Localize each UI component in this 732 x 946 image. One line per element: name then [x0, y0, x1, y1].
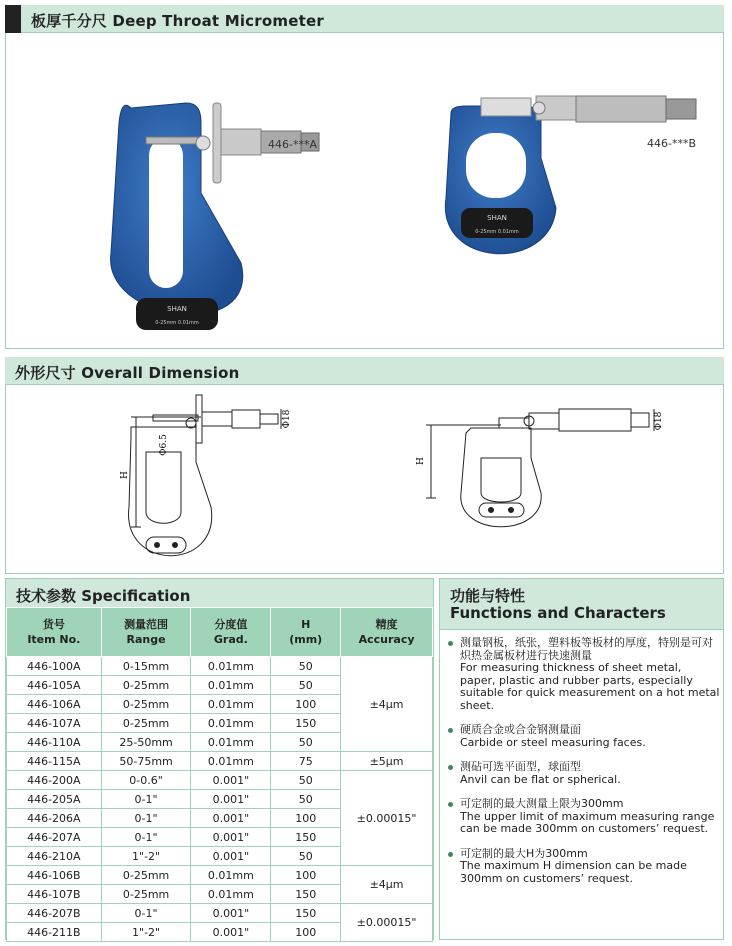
col-h: H (mm)	[271, 608, 341, 657]
cell-item: 446-107B	[7, 885, 102, 904]
cell-grad: 0.01mm	[191, 752, 271, 771]
dim-a-h: H	[120, 471, 130, 479]
cell-item: 446-106A	[7, 695, 102, 714]
table-row	[7, 866, 433, 885]
cell-item: 446-100A	[7, 657, 102, 676]
cell-h: 50	[271, 771, 341, 790]
cell-h: 100	[271, 695, 341, 714]
cell-h: 150	[271, 828, 341, 847]
cell-range: 0-25mm	[101, 695, 191, 714]
cell-item: 446-105A	[7, 676, 102, 695]
header-marker	[5, 5, 21, 33]
model-b-label: 446-***B	[647, 137, 697, 150]
features-panel	[439, 578, 724, 940]
table-row	[7, 904, 433, 923]
cell-h: 50	[271, 676, 341, 695]
cell-range: 25-50mm	[101, 733, 191, 752]
features-list	[448, 637, 720, 897]
cell-grad: 0.001"	[191, 828, 271, 847]
cell-range: 0-15mm	[101, 657, 191, 676]
cell-grad: 0.001"	[191, 847, 271, 866]
cell-item: 446-106B	[7, 866, 102, 885]
cell-grad: 0.01mm	[191, 733, 271, 752]
cell-grad: 0.001"	[191, 904, 271, 923]
photo-panel	[5, 33, 724, 349]
cell-range: 0-25mm	[101, 885, 191, 904]
cell-accuracy: ±4μm	[341, 657, 433, 752]
svg-text:0-25mm 0.01mm: 0-25mm 0.01mm	[475, 229, 519, 235]
cell-item: 446-115A	[7, 752, 102, 771]
bullet-icon	[448, 802, 453, 807]
cell-range: 0-25mm	[101, 866, 191, 885]
svg-text:SHAN: SHAN	[487, 214, 507, 222]
cell-grad: 0.01mm	[191, 866, 271, 885]
dimension-drawing-a	[91, 387, 391, 572]
features-title-en: Functions and Characters	[450, 604, 666, 622]
feature-item: 硬质合金或合金钢测量面 Carbide or steel measuring faces.	[448, 724, 720, 749]
cell-range: 0-25mm	[101, 676, 191, 695]
cell-grad: 0.001"	[191, 771, 271, 790]
bullet-icon	[448, 852, 453, 857]
dim-a-d1: Φ6.5	[159, 434, 169, 456]
cell-h: 50	[271, 733, 341, 752]
page-title: 板厚千分尺 Deep Throat Micrometer	[31, 12, 324, 30]
cell-range: 1"-2"	[101, 847, 191, 866]
cell-accuracy: ±5μm	[341, 752, 433, 771]
cell-item: 446-107A	[7, 714, 102, 733]
cell-h: 50	[271, 657, 341, 676]
table-row	[7, 752, 433, 771]
cell-item: 446-206A	[7, 809, 102, 828]
col-range: 测量范围 Range	[101, 608, 191, 657]
cell-accuracy: ±0.00015"	[341, 771, 433, 866]
cell-grad: 0.01mm	[191, 885, 271, 904]
spec-title: 技术参数 Specification	[16, 587, 191, 605]
cell-range: 0-25mm	[101, 714, 191, 733]
feature-item: 测量钢板，纸张，塑料板等板材的厚度，特别是可对炽热金属板材进行快速测量 For measuring thickness of sheet metal, paper, plastic and rubber parts, especially suitable for quick measurement on a hot metal sheet.	[448, 637, 720, 712]
col-item: 货号 Item No.	[7, 608, 102, 657]
cell-item: 446-110A	[7, 733, 102, 752]
svg-text:0-25mm 0.01mm: 0-25mm 0.01mm	[155, 320, 199, 326]
cell-h: 100	[271, 809, 341, 828]
cell-grad: 0.001"	[191, 923, 271, 942]
cell-h: 75	[271, 752, 341, 771]
cell-range: 0-0.6"	[101, 771, 191, 790]
feature-item: 测砧可选平面型，球面型 Anvil can be flat or spherical.	[448, 761, 720, 786]
cell-range: 0-1"	[101, 790, 191, 809]
cell-h: 100	[271, 923, 341, 942]
micrometer-a-photo	[91, 63, 351, 363]
cell-h: 100	[271, 866, 341, 885]
cell-h: 150	[271, 904, 341, 923]
feature-item: 可定制的最大H为300mm The maximum H dimension can be made 300mm on customers’ request.	[448, 848, 720, 886]
dim-a-d2: Φ18	[282, 409, 292, 429]
dim-b-d2: Φ18	[654, 411, 664, 431]
spec-panel	[5, 578, 434, 940]
header-bar	[5, 5, 724, 33]
cell-item: 446-211B	[7, 923, 102, 942]
cell-grad: 0.01mm	[191, 695, 271, 714]
spec-table	[6, 607, 433, 942]
cell-grad: 0.01mm	[191, 714, 271, 733]
cell-accuracy: ±0.00015"	[341, 904, 433, 942]
cell-h: 150	[271, 885, 341, 904]
bullet-icon	[448, 728, 453, 733]
spec-header	[6, 579, 433, 608]
bullet-icon	[448, 641, 453, 646]
cell-range: 0-1"	[101, 809, 191, 828]
svg-text:SHAN: SHAN	[167, 305, 187, 313]
cell-item: 446-210A	[7, 847, 102, 866]
cell-item: 446-207A	[7, 828, 102, 847]
cell-item: 446-200A	[7, 771, 102, 790]
cell-h: 150	[271, 714, 341, 733]
features-header	[440, 579, 723, 630]
cell-grad: 0.01mm	[191, 657, 271, 676]
cell-item: 446-205A	[7, 790, 102, 809]
feature-item: 可定制的最大测量上限为300mm The upper limit of maximum measuring range can be made 300mm on customers’ request.	[448, 798, 720, 836]
dimension-bar	[5, 357, 724, 385]
cell-range: 50-75mm	[101, 752, 191, 771]
table-row	[7, 771, 433, 790]
micrometer-b-photo	[421, 88, 711, 288]
cell-grad: 0.01mm	[191, 676, 271, 695]
model-a-label: 446-***A	[268, 138, 317, 151]
cell-grad: 0.001"	[191, 790, 271, 809]
cell-grad: 0.001"	[191, 809, 271, 828]
features-title-cn: 功能与特性	[450, 587, 526, 605]
cell-h: 50	[271, 847, 341, 866]
table-row	[7, 657, 433, 676]
dim-b-h: H	[416, 457, 426, 465]
col-grad: 分度值 Grad.	[191, 608, 271, 657]
dimension-panel	[5, 385, 724, 574]
cell-range: 1"-2"	[101, 923, 191, 942]
cell-h: 50	[271, 790, 341, 809]
dimension-title: 外形尺寸 Overall Dimension	[15, 364, 240, 382]
spec-header-row	[7, 608, 433, 657]
bullet-icon	[448, 765, 453, 770]
cell-item: 446-207B	[7, 904, 102, 923]
cell-range: 0-1"	[101, 828, 191, 847]
cell-range: 0-1"	[101, 904, 191, 923]
cell-accuracy: ±4μm	[341, 866, 433, 904]
col-accuracy: 精度 Accuracy	[341, 608, 433, 657]
dimension-drawing-b	[411, 403, 711, 563]
